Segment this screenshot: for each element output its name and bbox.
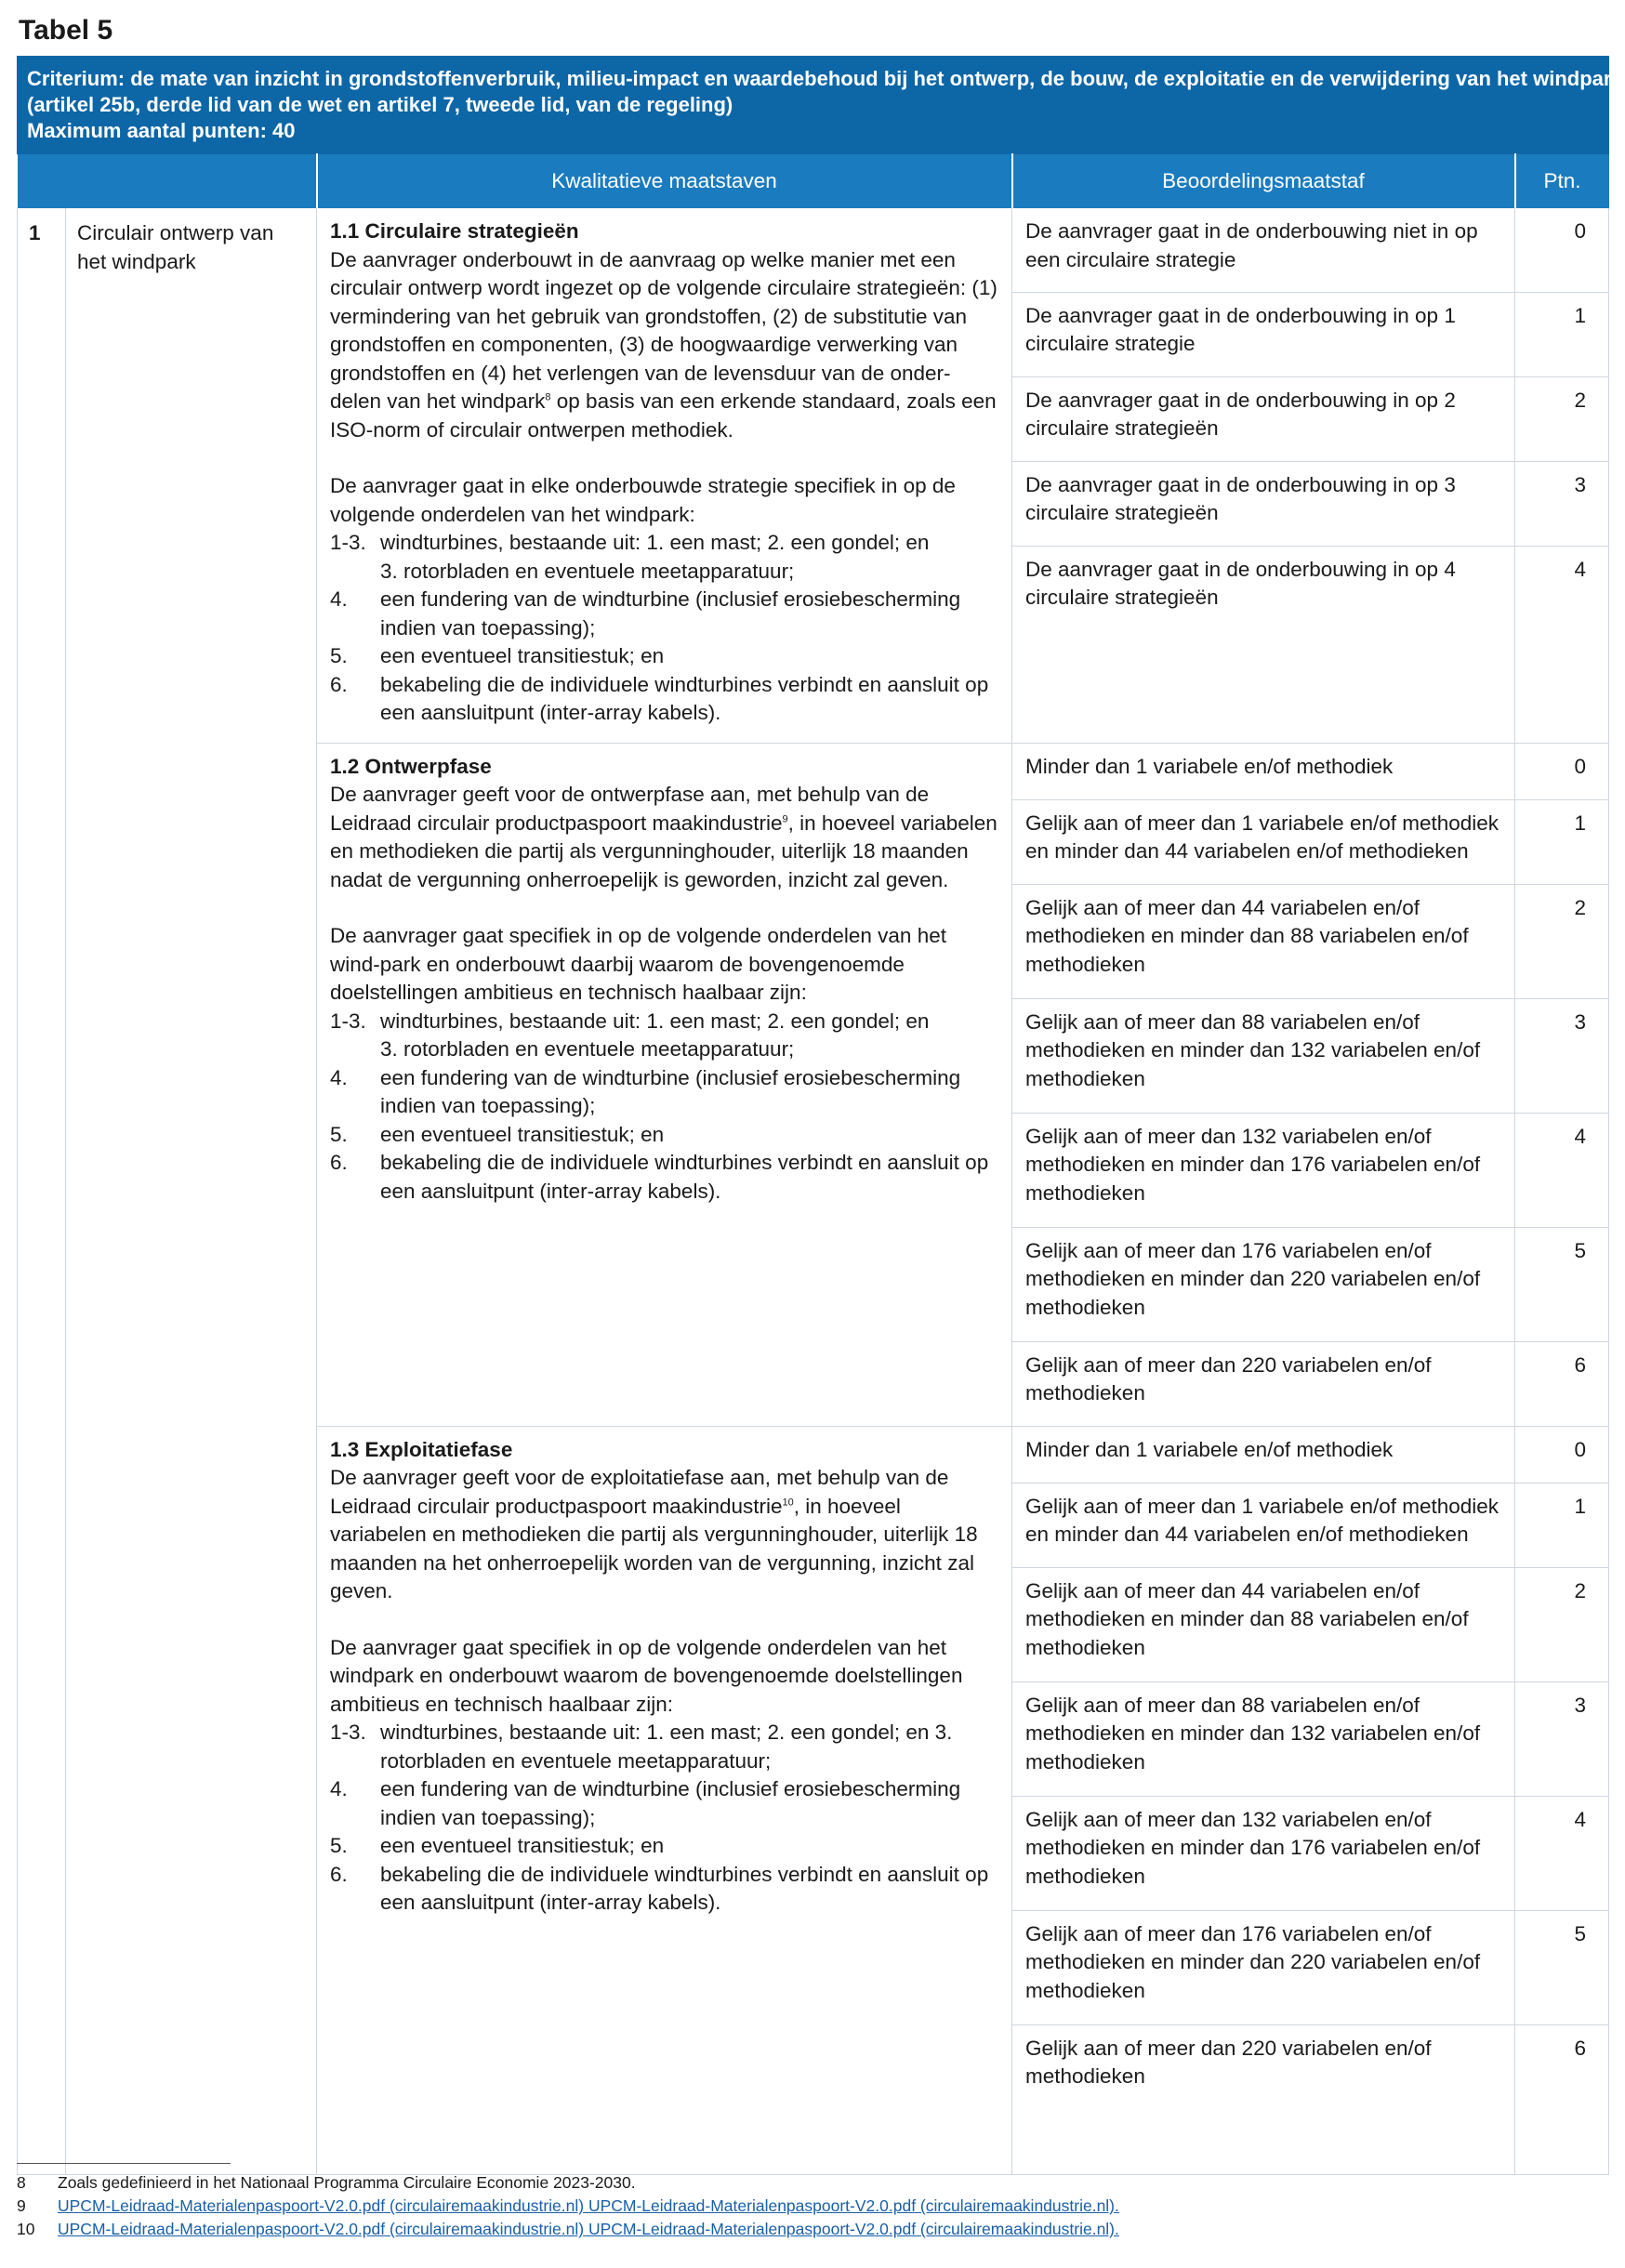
section-circular-strategies xyxy=(317,208,1012,743)
rubric-text: Gelijk aan of meer dan 220 variabelen en/of methodieken xyxy=(1012,2024,1515,2174)
list-item: 1-3. windturbines, bestaande uit: 1. een mast; 2. een gondel; en xyxy=(330,1009,930,1033)
header-blank xyxy=(18,154,317,209)
section-paragraph: De aanvrager gaat in elke onderbouwde strategie specifiek in op de volgende onderdelen van het windpark: xyxy=(330,474,956,526)
list-item: 6. bekabeling die de individuele windturbines verbindt en aansluit op een aansluitpunt (inter-array kabels). xyxy=(330,1862,989,1914)
rubric-text: Minder dan 1 variabele en/of methodiek xyxy=(1012,743,1515,799)
footnote-8: 8 Zoals gedefinieerd in het Nationaal Programma Circulaire Economie 2023-2030. xyxy=(17,2173,636,2192)
footnote-ref: 8 xyxy=(545,391,551,403)
section-exploitation-phase xyxy=(317,1426,1012,2174)
list-item: 4. een fundering van de windturbine (inclusief erosiebescherming indien van toepassing); xyxy=(330,1777,961,1829)
header-points: Ptn. xyxy=(1515,154,1609,209)
section-title: 1.3 Exploitatiefase xyxy=(330,1437,513,1461)
footnote-link[interactable]: UPCM-Leidraad-Materialenpaspoort-V2.0.pdf (circulairemaakindustrie.nl) UPCM-Leidraad-Materialenpaspoort-V2.0.pdf (circulairemaakindustrie.nl). xyxy=(58,2196,1119,2215)
rubric-text: De aanvrager gaat in de onderbouwing in op 2 circulaire strategieën xyxy=(1012,376,1515,461)
rubric-text: Gelijk aan of meer dan 44 variabelen en/of methodieken en minder dan 88 variabelen en/of methodieken xyxy=(1012,1567,1515,1681)
rubric-points: 4 xyxy=(1515,1113,1609,1227)
list-item: 6. bekabeling die de individuele windturbines verbindt en aansluit op een aansluitpunt (inter-array kabels). xyxy=(330,672,989,724)
criterium-banner xyxy=(18,57,1623,154)
section-paragraph: De aanvrager onderbouwt in de aanvraag op welke manier met een circulair ontwerp wordt ingezet op de volgende circulaire strategieën: (1) vermindering van het gebruik van grondstoffen, (2) de substitutie van grondstoffen en componenten, (3) de hoogwaardige verwerking van grondstoffen en (4) het verlengen van de levensduur van de onder-delen van het windpark$^8$ op basis van een erkende standaard, zoals een ISO-norm of circulair ontwerpen methodiek. xyxy=(330,247,997,442)
page xyxy=(17,13,1623,2175)
section-paragraph: De aanvrager gaat specifiek in op de volgende onderdelen van het wind-park en onderbouwt daarbij waarom de bovengenoemde doelstellingen ambitieus en technisch haalbaar zijn: xyxy=(330,924,946,1004)
rubric-points: 1 xyxy=(1515,799,1609,884)
rubric-points: 2 xyxy=(1515,884,1609,998)
header-qualitative: Kwalitatieve maatstaven xyxy=(317,154,1012,209)
section-design-phase xyxy=(317,743,1012,1426)
rubric-text: De aanvrager gaat in de onderbouwing in op 4 circulaire strategieën xyxy=(1012,546,1515,743)
section-title: 1.1 Circulaire strategieën xyxy=(330,219,579,243)
rubric-text: Gelijk aan of meer dan 44 variabelen en/of methodieken en minder dan 88 variabelen en/of methodieken xyxy=(1012,884,1515,998)
criteria-table xyxy=(17,56,1623,2175)
rubric-points: 2 xyxy=(1515,376,1609,461)
rubric-points: 4 xyxy=(1515,546,1609,743)
section-title: 1.2 Ontwerpfase xyxy=(330,754,492,778)
footnote-link[interactable]: UPCM-Leidraad-Materialenpaspoort-V2.0.pdf (circulairemaakindustrie.nl) UPCM-Leidraad-Materialenpaspoort-V2.0.pdf (circulairemaakindustrie.nl). xyxy=(58,2220,1119,2238)
list-item: 6. bekabeling die de individuele windturbines verbindt en aansluit op een aansluitpunt (inter-array kabels). xyxy=(330,1151,989,1203)
list-item: 1-3. windturbines, bestaande uit: 1. een mast; 2. een gondel; en 3. rotorbladen en eventuele meetapparatuur; xyxy=(330,1721,953,1773)
rubric-points: 6 xyxy=(1515,2024,1609,2174)
rubric-points: 3 xyxy=(1515,461,1609,546)
table-header xyxy=(18,154,1609,209)
rubric-points: 5 xyxy=(1515,1910,1609,2024)
rubric-text: Gelijk aan of meer dan 176 variabelen en/of methodieken en minder dan 220 variabelen en/of methodieken xyxy=(1012,1910,1515,2024)
component-list xyxy=(330,1008,1000,1207)
header-assessment: Beoordelingsmaatstaf xyxy=(1012,154,1515,209)
list-item: 4. een fundering van de windturbine (inclusief erosiebescherming indien van toepassing); xyxy=(330,1065,961,1117)
section-paragraph: De aanvrager geeft voor de exploitatiefase aan, met behulp van de Leidraad circulair productpaspoort maakindustrie$^{10}$, in hoeveel variabelen en methodieken die partij als vergunninghouder, uiterlijk 18 maanden na het onherroepelijk worden van de vergunning, inzicht zal geven. xyxy=(330,1466,978,1602)
component-list xyxy=(330,529,1000,728)
footnote-ref: 9 xyxy=(782,813,788,824)
list-item: 5. een eventueel transitiestuk; en xyxy=(330,1122,665,1146)
list-item: 4. een fundering van de windturbine (inclusief erosiebescherming indien van toepassing); xyxy=(330,587,961,640)
rubric-text: Gelijk aan of meer dan 132 variabelen en/of methodieken en minder dan 176 variabelen en/of methodieken xyxy=(1012,1796,1515,1910)
criterium-max-points: Maximum aantal punten: 40 xyxy=(27,119,296,142)
list-item-continuation: 3. rotorbladen en eventuele meetapparatuur; xyxy=(380,1037,795,1061)
rubric-points: 4 xyxy=(1515,1796,1609,1910)
footnote-9: 9 UPCM-Leidraad-Materialenpaspoort-V2.0.pdf (circulairemaakindustrie.nl) UPCM-Leidraad-Materialenpaspoort-V2.0.pdf (circulairemaakindustrie.nl). xyxy=(17,2195,1608,2218)
list-item-continuation: 3. rotorbladen en eventuele meetapparatuur; xyxy=(380,559,795,583)
rubric-points: 1 xyxy=(1515,1483,1609,1567)
table-title: Tabel 5 xyxy=(19,15,113,46)
rubric-text: Gelijk aan of meer dan 220 variabelen en/of methodieken xyxy=(1012,1341,1515,1426)
list-item: 5. een eventueel transitiestuk; en xyxy=(330,644,665,667)
criterium-line-2: (artikel 25b, derde lid van de wet en artikel 7, tweede lid, van de regeling) xyxy=(27,93,733,116)
rubric-text: Gelijk aan of meer dan 88 variabelen en/of methodieken en minder dan 132 variabelen en/of methodieken xyxy=(1012,1681,1515,1796)
row-name: Circulair ontwerp van het windpark xyxy=(66,208,317,2174)
list-item: 1-3. windturbines, bestaande uit: 1. een mast; 2. een gondel; en xyxy=(330,531,930,554)
section-paragraph: De aanvrager gaat specifiek in op de volgende onderdelen van het windpark en onderbouwt waarom de bovengenoemde doelstellingen ambitieus en technisch haalbaar zijn: xyxy=(330,1635,963,1716)
rubric-text: Gelijk aan of meer dan 132 variabelen en/of methodieken en minder dan 176 variabelen en/of methodieken xyxy=(1012,1113,1515,1227)
rubric-points: 0 xyxy=(1515,743,1609,799)
rubric-points: 3 xyxy=(1515,1681,1609,1796)
criterium-line-1: Criterium: de mate van inzicht in grondstoffenverbruik, milieu-impact en waardebehoud bij het ontwerp, de bouw, de exploitatie en de verwijdering van het windpark xyxy=(27,67,1623,90)
rubric-points: 0 xyxy=(1515,208,1609,292)
rubric-text: Gelijk aan of meer dan 1 variabele en/of methodiek en minder dan 44 variabelen en/of methodieken xyxy=(1012,1483,1515,1567)
rubric-text: Minder dan 1 variabele en/of methodiek xyxy=(1012,1426,1515,1483)
section-paragraph: De aanvrager geeft voor de ontwerpfase aan, met behulp van de Leidraad circulair productpaspoort maakindustrie$^9$, in hoeveel variabelen en methodieken die partij als vergunninghouder, uiterlijk 18 maanden nadat de vergunning onherroepelijk is geworden, inzicht zal geven. xyxy=(330,783,997,891)
rubric-points: 6 xyxy=(1515,1341,1609,1426)
row-number: 1 xyxy=(18,208,66,2174)
rubric-points: 0 xyxy=(1515,1426,1609,1483)
rubric-text: De aanvrager gaat in de onderbouwing niet in op een circulaire strategie xyxy=(1012,208,1515,292)
rubric-points: 1 xyxy=(1515,292,1609,376)
rubric-text: Gelijk aan of meer dan 1 variabele en/of methodiek en minder dan 44 variabelen en/of methodieken xyxy=(1012,799,1515,884)
component-list xyxy=(330,1719,1000,1918)
footnote-ref: 10 xyxy=(782,1497,794,1508)
rubric-text: Gelijk aan of meer dan 176 variabelen en/of methodieken en minder dan 220 variabelen en/of methodieken xyxy=(1012,1227,1515,1341)
rubric-text: De aanvrager gaat in de onderbouwing in op 3 circulaire strategieën xyxy=(1012,461,1515,546)
rubric-points: 2 xyxy=(1515,1567,1609,1681)
footnote-divider xyxy=(17,2163,231,2164)
rubric-points: 5 xyxy=(1515,1227,1609,1341)
footnote-10: 10 UPCM-Leidraad-Materialenpaspoort-V2.0.pdf (circulairemaakindustrie.nl) UPCM-Leidraad-Materialenpaspoort-V2.0.pdf (circulairemaakindustrie.nl). xyxy=(17,2218,1608,2241)
rubric-text: Gelijk aan of meer dan 88 variabelen en/of methodieken en minder dan 132 variabelen en/of methodieken xyxy=(1012,998,1515,1113)
footnotes xyxy=(17,2163,1608,2241)
rubric-points: 3 xyxy=(1515,998,1609,1113)
rubric-text: De aanvrager gaat in de onderbouwing in op 1 circulaire strategie xyxy=(1012,292,1515,376)
list-item: 5. een eventueel transitiestuk; en xyxy=(330,1834,665,1857)
